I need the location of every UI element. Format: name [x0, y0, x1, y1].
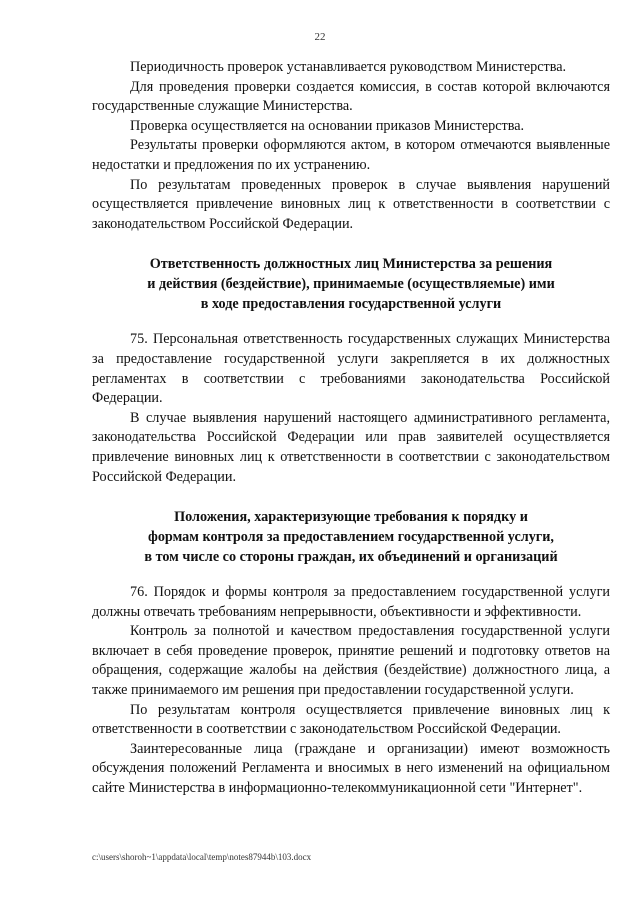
heading-line: формам контроля за предоставлением государственной услуги,	[148, 529, 554, 546]
page-number: 22	[314, 31, 326, 43]
paragraph: 76. Порядок и формы контроля за предоставлением государственной услуги должны отвечать требованиям непрерывности, объективности и эффективности.	[92, 584, 610, 620]
section-heading-responsibility	[92, 254, 610, 314]
spacer	[92, 487, 610, 507]
paragraph: По результатам контроля осуществляется привлечение виновных лиц к ответственности в соответствии с законодательством Российской Федерации.	[92, 701, 610, 738]
heading-line: в ходе предоставления государственной услуги	[200, 296, 502, 313]
section-heading-control	[92, 507, 610, 567]
paragraph: По результатам проведенных проверок в случае выявления нарушений осуществляется привлечение виновных лиц к ответственности в соответствии с законодательством Российской Федерации.	[92, 176, 610, 232]
spacer	[92, 234, 610, 254]
spacer	[92, 314, 610, 330]
paragraph: Результаты проверки оформляются актом, в котором отмечаются выявленные недостатки и предложения по их устранению.	[92, 137, 610, 173]
paragraph: В случае выявления нарушений настоящего административного регламента, законодательства Российской Федерации или прав заявителей осуществляется привлечение виновных лиц к ответственности в соответствии с законодательством Российской Федерации.	[92, 409, 610, 485]
paragraph: Для проведения проверки создается комиссия, в состав которой включаются государственные служащие Министерства.	[92, 78, 610, 115]
heading-line: и действия (бездействие), принимаемые (осуществляемые) ими	[147, 276, 555, 293]
paragraph: Заинтересованные лица (граждане и организации) имеют возможность обсуждения положений Регламента и вносимых в него изменений на официальном сайте Министерства в информационно-телекоммуникационной сети "Интернет".	[92, 740, 610, 797]
heading-line: Положения, характеризующие требования к порядку и	[174, 509, 528, 526]
file-path-footer: c:\users\shoroh~1\appdata\local\temp\notes87944b\103.docx	[92, 852, 312, 862]
heading-line: Ответственность должностных лиц Министерства за решения	[149, 256, 553, 273]
spacer	[92, 567, 610, 583]
paragraph: 75. Персональная ответственность государственных служащих Министерства за предоставление государственной услуги закрепляется в их должностных регламентах в соответствии с требованиями законодательства Российской Федерации.	[92, 331, 610, 407]
paragraph: Контроль за полнотой и качеством предоставления государственной услуги включает в себя проведение проверок, принятие решений и подготовку ответов на обращения, содержащие жалобы на действия (бездействие) должностного лица, а также принимаемого им решения при предоставлении государственной услуги.	[92, 623, 610, 699]
document-body	[92, 58, 610, 799]
paragraph: Проверка осуществляется на основании приказов Министерства.	[130, 117, 525, 134]
paragraph: Периодичность проверок устанавливается руководством Министерства.	[130, 59, 567, 75]
heading-line: в том числе со стороны граждан, их объединений и организаций	[144, 549, 558, 566]
